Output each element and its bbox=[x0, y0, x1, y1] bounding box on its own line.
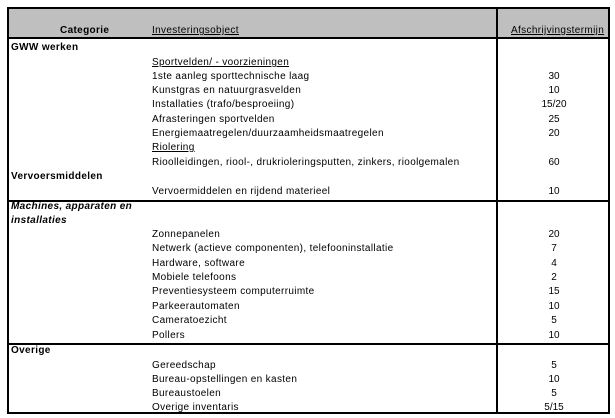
term-value: 10 bbox=[548, 301, 560, 312]
list-item: Mobiele telefoons bbox=[152, 272, 237, 283]
term-value: 20 bbox=[548, 229, 560, 240]
depreciation-table bbox=[7, 7, 610, 414]
category-vervoersmiddelen: Vervoersmiddelen bbox=[11, 171, 103, 182]
list-item: Zonnepanelen bbox=[152, 229, 221, 240]
list-item: Hardware, software bbox=[152, 258, 245, 269]
term-value: 5 bbox=[551, 315, 557, 326]
list-item: 1ste aanleg sporttechnische laag bbox=[152, 71, 310, 82]
list-item: Parkeerautomaten bbox=[152, 301, 240, 312]
term-value: 30 bbox=[548, 71, 560, 82]
list-item: Bureaustoelen bbox=[152, 388, 222, 399]
list-item: Gereedschap bbox=[152, 360, 216, 371]
category-gww-werken: GWW werken bbox=[11, 42, 79, 53]
term-value: 25 bbox=[548, 114, 560, 125]
list-item: Rioolleidingen, riool-, drukrioleringsputten, zinkers, rioolgemalen bbox=[152, 157, 460, 168]
term-value: 5/15 bbox=[544, 402, 564, 413]
subheading-riolering: Riolering bbox=[152, 142, 195, 153]
term-value: 4 bbox=[551, 258, 557, 269]
list-item: Installaties (trafo/besproeiing) bbox=[152, 99, 295, 110]
subheading-sportvelden: Sportvelden/ - voorzieningen bbox=[152, 57, 290, 68]
header-investment-object: Investeringsobject bbox=[152, 25, 239, 36]
term-value: 15 bbox=[548, 286, 560, 297]
list-item: Overige inventaris bbox=[152, 402, 239, 413]
list-item: Energiemaatregelen/duurzaamheidsmaatregelen bbox=[152, 128, 384, 139]
term-value: 60 bbox=[548, 157, 560, 168]
section-divider-overige bbox=[9, 343, 608, 345]
list-item: Bureau-opstellingen en kasten bbox=[152, 374, 298, 385]
term-value: 5 bbox=[551, 360, 557, 371]
list-item: Netwerk (actieve componenten), telefooninstallatie bbox=[152, 243, 394, 254]
term-value: 10 bbox=[548, 85, 560, 96]
list-item: Vervoermiddelen en rijdend materieel bbox=[152, 186, 331, 197]
term-value: 10 bbox=[548, 330, 560, 341]
term-value: 15/20 bbox=[541, 99, 567, 110]
term-value: 20 bbox=[548, 128, 560, 139]
header-depreciation-term: Afschrijvingstermijn bbox=[511, 25, 605, 36]
table-header bbox=[9, 9, 608, 39]
list-item: Pollers bbox=[152, 330, 186, 341]
list-item: Kunstgras en natuurgrasvelden bbox=[152, 85, 302, 96]
term-value: 7 bbox=[551, 243, 557, 254]
list-item: Cameratoezicht bbox=[152, 315, 227, 326]
category-machines: Machines, apparaten en bbox=[11, 201, 133, 212]
term-value: 5 bbox=[551, 388, 557, 399]
category-overige: Overige bbox=[11, 345, 51, 356]
column-divider bbox=[496, 9, 498, 412]
list-item: Afrasteringen sportvelden bbox=[152, 114, 275, 125]
term-value: 2 bbox=[551, 272, 557, 283]
header-category: Categorie bbox=[60, 25, 110, 36]
list-item: Preventiesysteem computerruimte bbox=[152, 286, 315, 297]
term-value: 10 bbox=[548, 374, 560, 385]
term-value: 10 bbox=[548, 186, 560, 197]
category-machines-cont: installaties bbox=[11, 215, 67, 226]
